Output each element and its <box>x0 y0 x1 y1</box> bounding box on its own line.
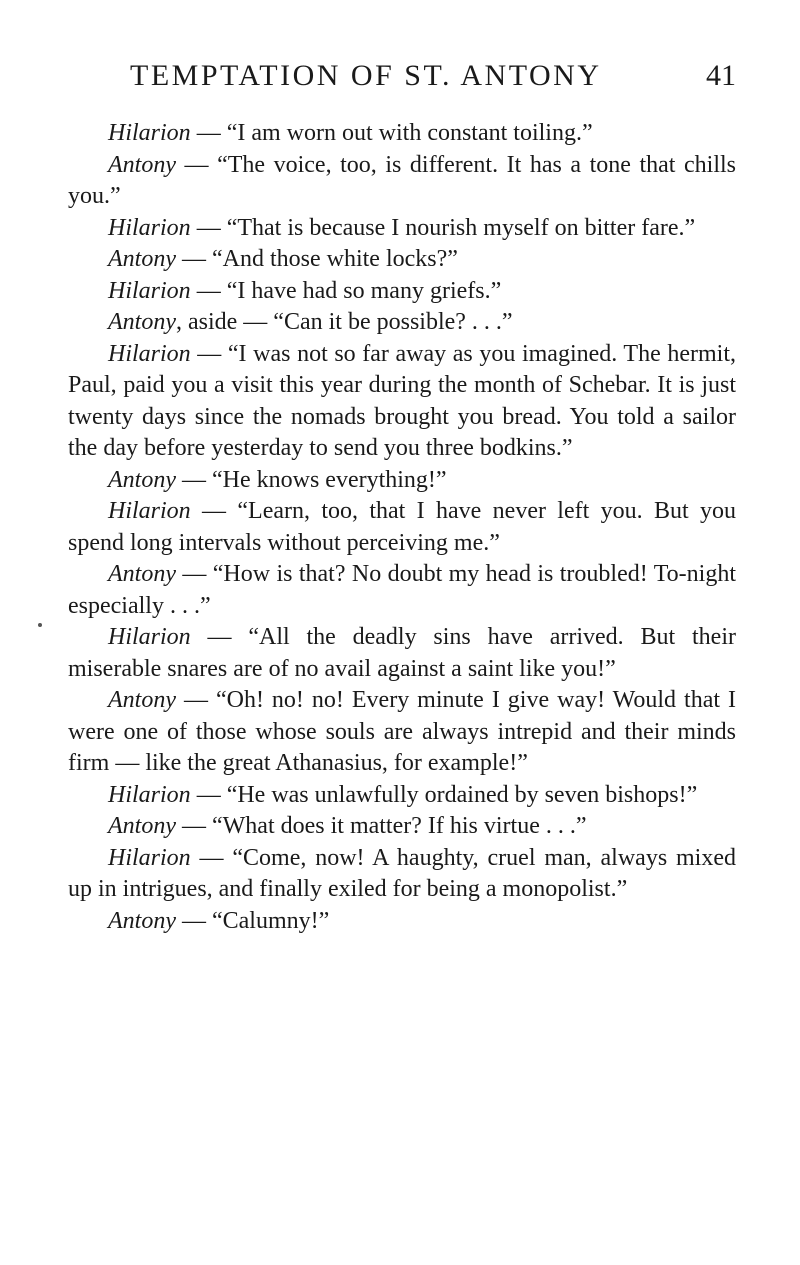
dialogue-paragraph <box>68 118 736 150</box>
spoken-line: — “All the deadly sins have arrived. But their miserable snares are of no avail against a saint like you!” <box>68 624 736 682</box>
dialogue-text <box>68 118 736 937</box>
dialogue-paragraph <box>68 213 736 245</box>
dialogue-paragraph <box>68 496 736 559</box>
speaker-name: Hilarion <box>108 120 191 146</box>
dialogue-paragraph <box>68 150 736 213</box>
spoken-line: — “Can it be possible? . . .” <box>237 309 513 335</box>
dialogue-paragraph <box>68 906 736 938</box>
spoken-line: — “He was unlawfully ordained by seven bishops!” <box>190 781 698 808</box>
running-title: TEMPTATION OF ST. ANTONY <box>130 59 602 92</box>
speaker-name: Hilarion <box>108 214 191 241</box>
speaker-name: Antony <box>108 561 176 587</box>
speaker-name: Hilarion <box>108 781 191 808</box>
spoken-line: — “What does it matter? If his virtue . . .” <box>175 813 587 839</box>
spoken-line: — “Calumny!” <box>175 907 330 934</box>
speaker-name: Hilarion <box>108 844 191 871</box>
spoken-line: — “The voice, too, is different. It has a tone that chills you.” <box>68 151 736 209</box>
spoken-line: — “Oh! no! no! Every minute I give way! Would that I were one of those whose souls are always intrepid and their minds firm — like the great Athanasius, for example!” <box>68 687 736 776</box>
spoken-line: — “Learn, too, that I have never left you. But you spend long intervals without perceiving me.” <box>68 498 736 556</box>
spoken-line: — “He knows everything!” <box>175 466 447 493</box>
dialogue-paragraph <box>68 843 736 906</box>
dialogue-paragraph <box>68 307 736 339</box>
spoken-line: — “And those white locks?” <box>175 246 458 272</box>
dialogue-paragraph <box>68 244 736 276</box>
page-number: 41 <box>706 59 736 92</box>
dialogue-paragraph <box>68 811 736 843</box>
dialogue-paragraph <box>68 780 736 812</box>
dialogue-paragraph <box>68 276 736 308</box>
spoken-line: — “I have had so many griefs.” <box>190 277 502 304</box>
speaker-name: Antony <box>108 687 176 713</box>
speaker-name: Antony <box>108 246 176 272</box>
speaker-name: Antony <box>108 907 176 934</box>
spoken-line: — “I was not so far away as you imagined. The hermit, Paul, paid you a visit this year during the month of Schebar. It is just twenty days since the nomads brought you bread. You told a sailor the day before yesterday to send you three bodkins.” <box>68 340 736 461</box>
dialogue-paragraph <box>68 622 736 685</box>
speaker-name: Hilarion <box>108 277 191 304</box>
running-head <box>68 56 736 96</box>
print-speck <box>38 623 42 627</box>
dialogue-paragraph <box>68 559 736 622</box>
speaker-name: Hilarion <box>108 340 191 367</box>
dialogue-paragraph <box>68 339 736 465</box>
spoken-line: — “That is because I nourish myself on bitter fare.” <box>190 214 696 241</box>
speaker-name: Hilarion <box>108 498 191 524</box>
speaker-note: , aside <box>175 309 238 335</box>
spoken-line: — “Come, now! A haughty, cruel man, always mixed up in intrigues, and finally exiled for being a monopolist.” <box>68 844 736 902</box>
dialogue-paragraph <box>68 465 736 497</box>
spoken-line: — “How is that? No doubt my head is troubled! To-night especially . . .” <box>68 561 736 619</box>
speaker-name: Antony <box>108 466 176 493</box>
speaker-name: Antony <box>108 151 176 178</box>
speaker-name: Antony <box>108 813 176 839</box>
dialogue-paragraph <box>68 685 736 780</box>
speaker-name: Antony <box>108 309 176 335</box>
speaker-name: Hilarion <box>108 624 191 650</box>
spoken-line: — “I am worn out with constant toiling.” <box>190 120 593 146</box>
